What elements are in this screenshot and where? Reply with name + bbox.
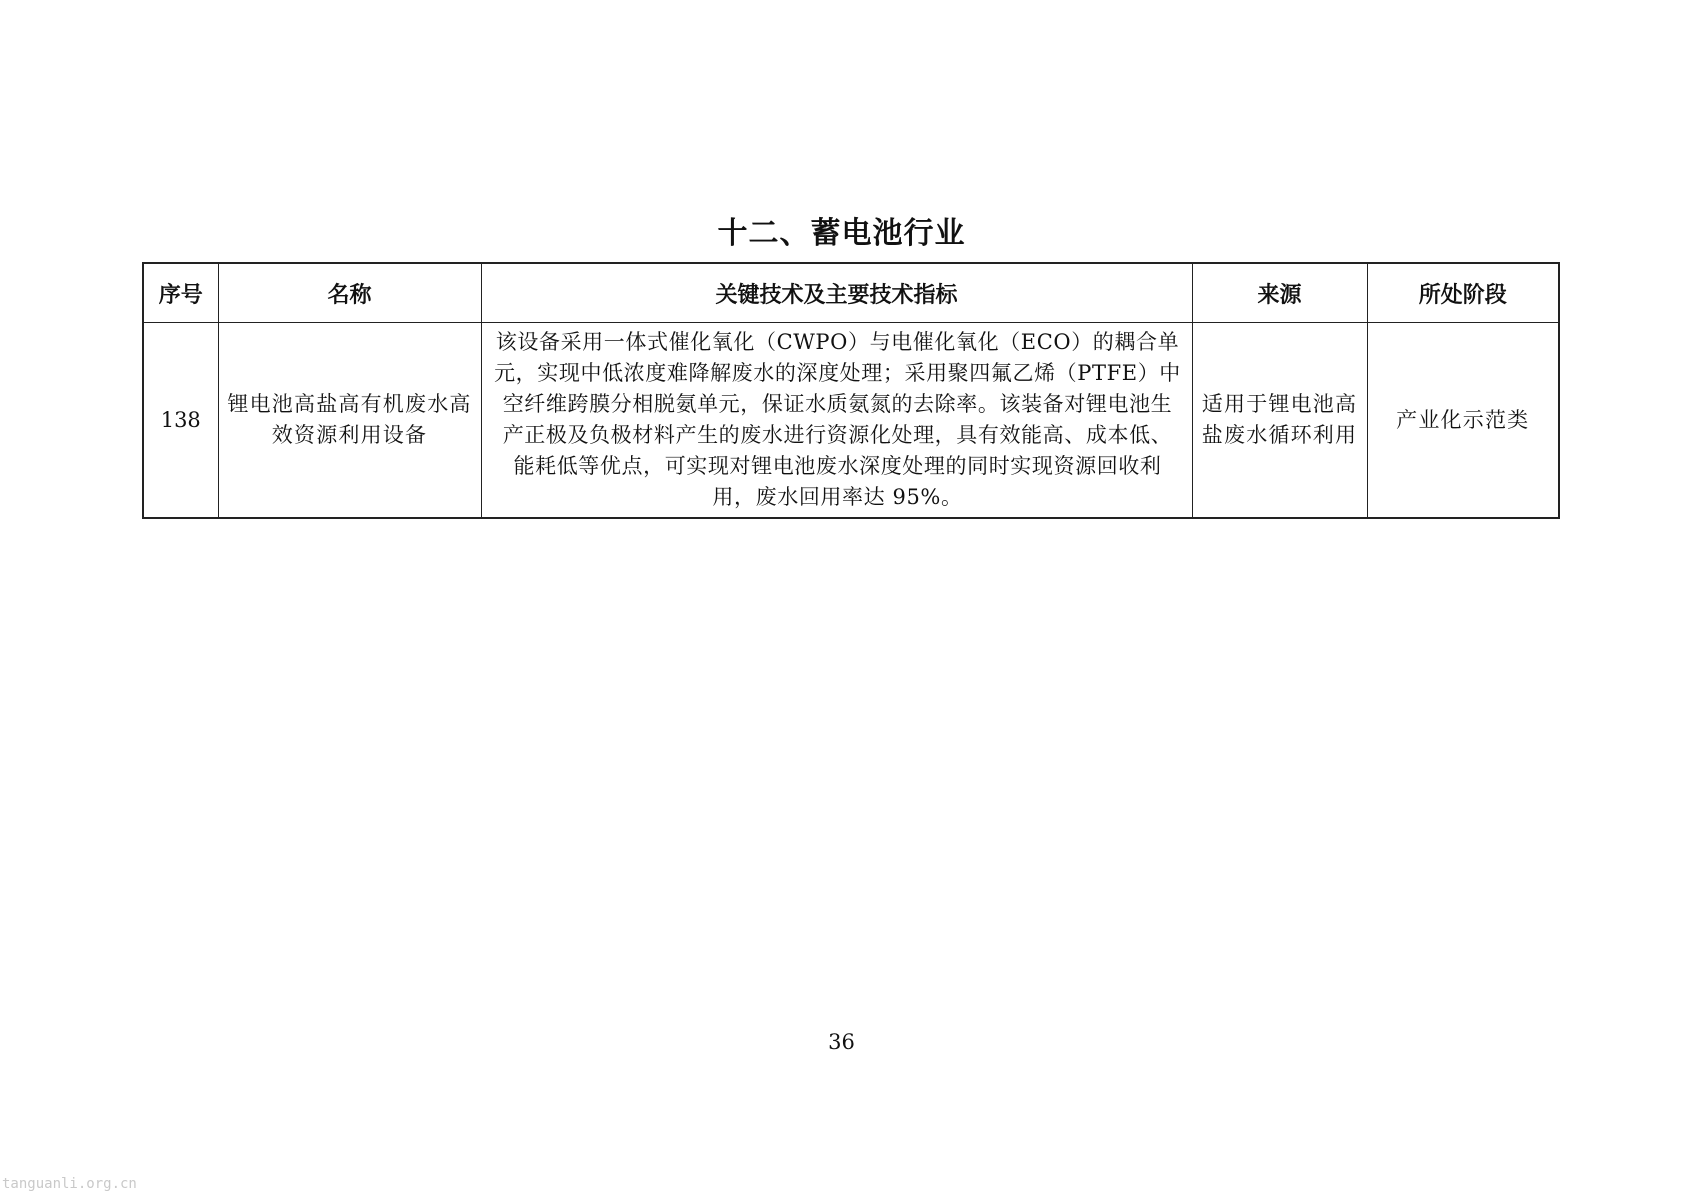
technology-catalog-table <box>142 262 1560 519</box>
row-name: 锂电池高盐高有机废水高效资源利用设备 <box>218 323 481 519</box>
page-number: 36 <box>828 1030 855 1054</box>
row-index: 138 <box>143 323 218 519</box>
table-row <box>143 323 1559 519</box>
header-name: 名称 <box>218 263 481 323</box>
row-source: 适用于锂电池高盐废水循环利用 <box>1192 323 1367 519</box>
header-source: 来源 <box>1192 263 1367 323</box>
table-header-row <box>143 263 1559 323</box>
section-title: 十二、蓄电池行业 <box>717 216 966 251</box>
watermark: tanguanli.org.cn <box>2 1176 137 1192</box>
header-index: 序号 <box>143 263 218 323</box>
row-description: 该设备采用一体式催化氧化（CWPO）与电催化氧化（ECO）的耦合单元，实现中低浓度难降解废水的深度处理；采用聚四氟乙烯（PTFE）中空纤维跨膜分相脱氨单元，保证水质氨氮的去除率。该装备对锂电池生产正极及负极材料产生的废水进行资源化处理，具有效能高、成本低、能耗低等优点，可实现对锂电池废水深度处理的同时实现资源回收利用，废水回用率达 95%。 <box>481 323 1192 519</box>
header-stage: 所处阶段 <box>1367 263 1559 323</box>
header-description: 关键技术及主要技术指标 <box>481 263 1192 323</box>
row-stage: 产业化示范类 <box>1367 323 1559 519</box>
